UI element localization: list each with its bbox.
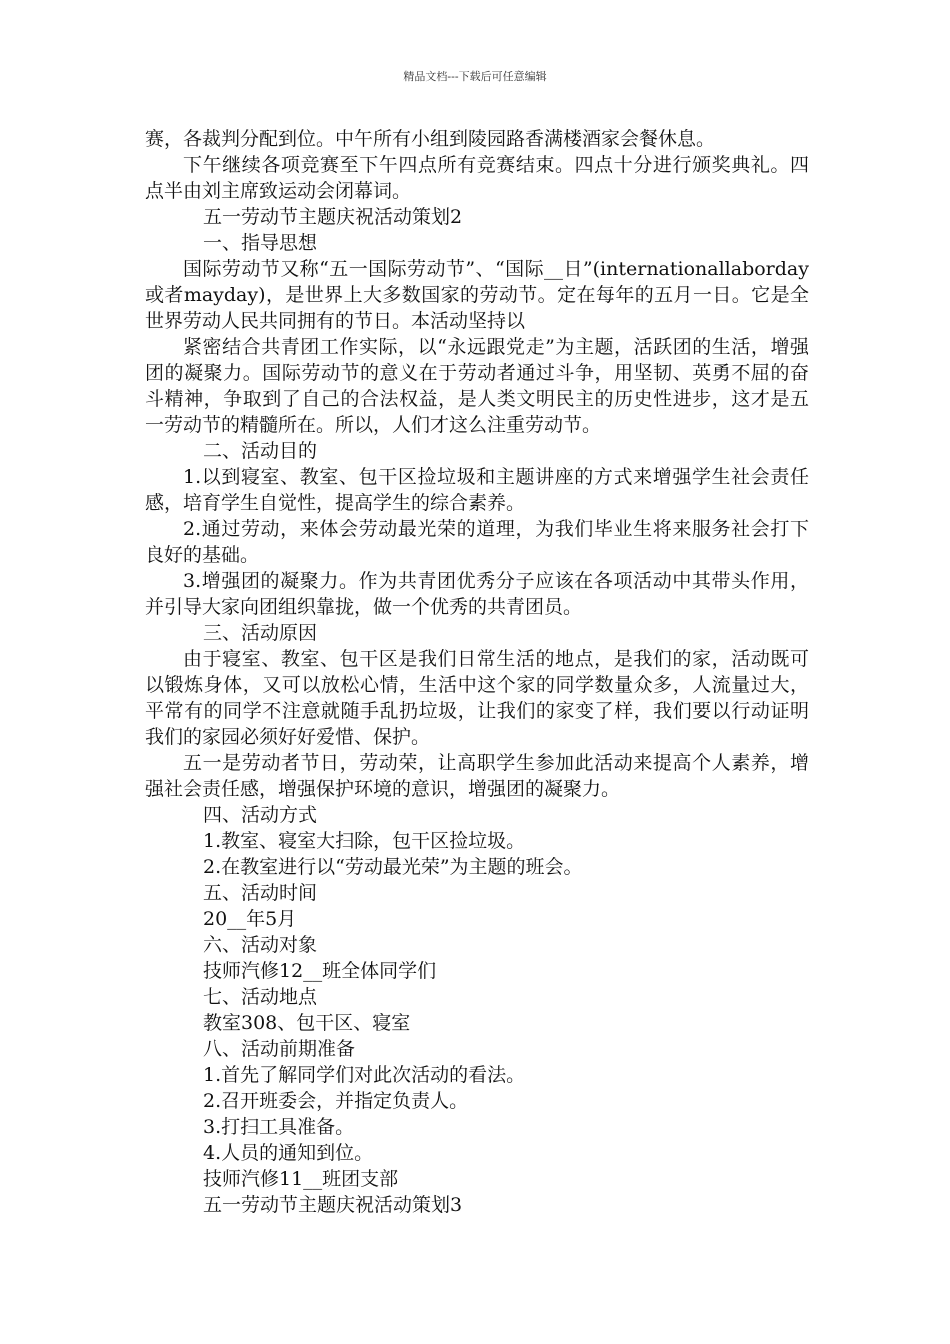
paragraph: 五一是劳动者节日，劳动荣，让高职学生参加此活动来提高个人素养，增强社会责任感，增强保护环境的意识，增强团的凝聚力。 <box>145 752 809 800</box>
list-item: 教室308、包干区、寝室 <box>203 1012 411 1034</box>
section-title: 五一劳动节主题庆祝活动策划3 <box>203 1194 463 1216</box>
list-item: 2.在教室进行以“劳动最光荣”为主题的班会。 <box>203 856 583 878</box>
section-heading: 三、活动原因 <box>203 622 318 644</box>
paragraph: 1.以到寝室、教室、包干区捡垃圾和主题讲座的方式来增强学生社会责任感，培育学生自觉性，提高学生的综合素养。 <box>145 466 809 514</box>
section-heading: 四、活动方式 <box>203 804 318 826</box>
section-title: 五一劳动节主题庆祝活动策划2 <box>203 206 463 228</box>
list-item: 技师汽修12__班全体同学们 <box>203 960 437 982</box>
paragraph: 紧密结合共青团工作实际，以“永远跟党走”为主题，活跃团的生活，增强团的凝聚力。国际劳动节的意义在于劳动者通过斗争，用坚韧、英勇不屈的奋斗精神，争取到了自己的合法权益，是人类文明民主的历史性进步，这才是五一劳动节的精髓所在。所以，人们才这么注重劳动节。 <box>145 336 809 436</box>
page-header: 精品文档---下载后可任意编辑 <box>403 70 547 83</box>
paragraph: 3.增强团的凝聚力。作为共青团优秀分子应该在各项活动中其带头作用，并引导大家向团组织靠拢，做一个优秀的共青团员。 <box>145 570 809 618</box>
paragraph: 2.通过劳动，来体会劳动最光荣的道理，为我们毕业生将来服务社会打下良好的基础。 <box>145 518 809 566</box>
section-heading: 二、活动目的 <box>203 440 318 462</box>
list-item: 20__年5月 <box>203 908 297 930</box>
paragraph: 下午继续各项竞赛至下午四点所有竞赛结束。四点十分进行颁奖典礼。四点半由刘主席致运动会闭幕词。 <box>145 154 809 202</box>
list-item: 1.首先了解同学们对此次活动的看法。 <box>203 1064 526 1086</box>
document-body <box>145 126 809 1218</box>
list-item: 3.打扫工具准备。 <box>203 1116 355 1138</box>
paragraph: 国际劳动节又称“五一国际劳动节”、“国际__日”(internationallaborday或者mayday)，是世界上大多数国家的劳动节。定在每年的五月一日。它是全世界劳动人民共同拥有的节日。本活动坚持以 <box>145 258 809 332</box>
section-heading: 五、活动时间 <box>203 882 318 904</box>
list-item: 技师汽修11__班团支部 <box>203 1168 399 1190</box>
section-heading: 八、活动前期准备 <box>203 1038 356 1060</box>
section-heading: 一、指导思想 <box>203 232 318 254</box>
list-item: 2.召开班委会，并指定负责人。 <box>203 1090 469 1112</box>
paragraph: 由于寝室、教室、包干区是我们日常生活的地点，是我们的家，活动既可以锻炼身体，又可以放松心情，生活中这个家的同学数量众多，人流量过大，平常有的同学不注意就随手乱扔垃圾，让我们的家变了样，我们要以行动证明我们的家园必须好好爱惜、保护。 <box>145 648 809 748</box>
section-heading: 七、活动地点 <box>203 986 318 1008</box>
section-heading: 六、活动对象 <box>203 934 318 956</box>
paragraph: 赛，各裁判分配到位。中午所有小组到陵园路香满楼酒家会餐休息。 <box>145 128 716 150</box>
list-item: 4.人员的通知到位。 <box>203 1142 374 1164</box>
list-item: 1.教室、寝室大扫除，包干区捡垃圾。 <box>203 830 526 852</box>
